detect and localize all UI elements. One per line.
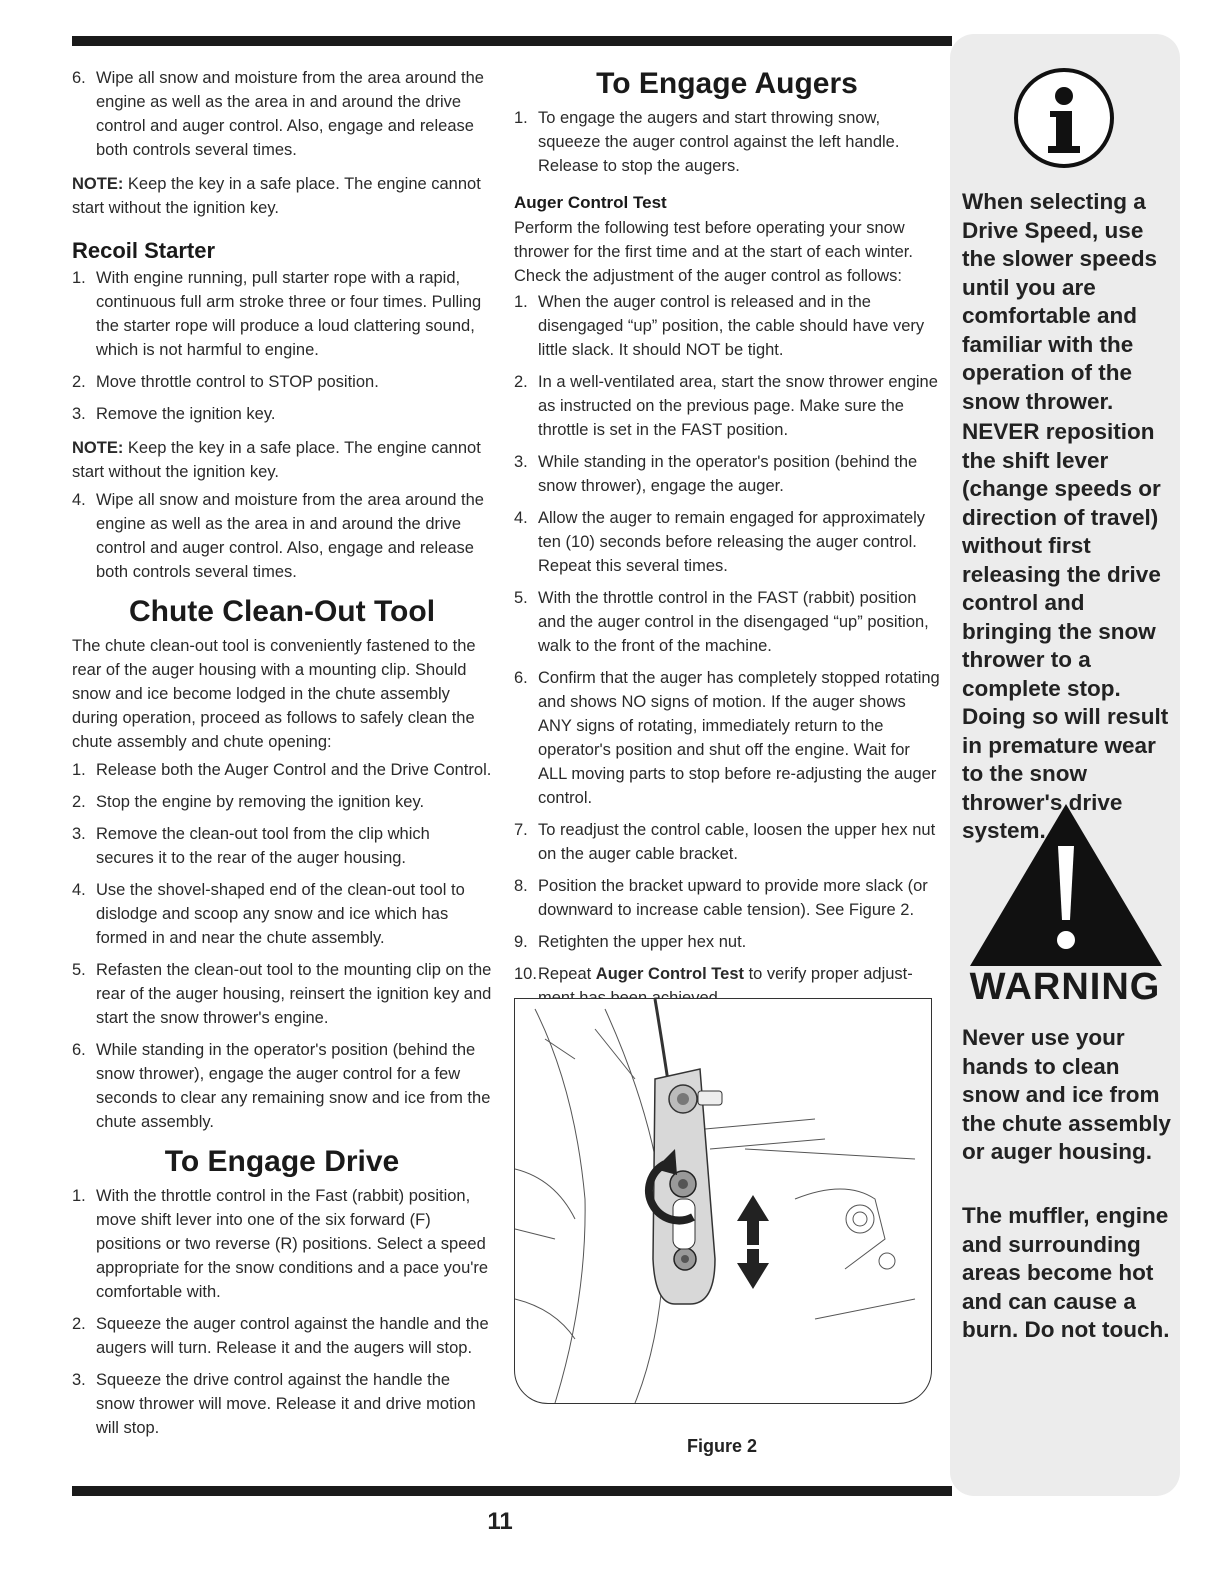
list-text: Move throttle control to STOP position.: [96, 373, 379, 391]
note: [72, 172, 492, 220]
engage-drive-heading: To Engage Drive: [164, 1145, 400, 1178]
figure-2-illustration: [514, 998, 932, 1404]
auger-cable-bracket-illustration: [515, 999, 931, 1403]
list-item: [72, 402, 492, 426]
list-item: [72, 822, 492, 870]
list-text: In a well-ventilated area, start the snow thrower engine as instructed on the previous page. Make sure the throttle is set in the FAST position.: [538, 373, 938, 439]
list-number: 4.: [514, 509, 528, 527]
list-number: 6.: [72, 69, 86, 87]
list-text: Repeat: [538, 965, 596, 983]
list-text: Confirm that the auger has completely stopped rotating and shows NO signs of motion. If the auger shows ANY signs of rotating, immediately return to the operator's position and shut off the engine. Wait for ALL moving parts to stop before re-adjusting the auger control.: [538, 669, 940, 807]
chute-tool-heading: Chute Clean-Out Tool: [128, 595, 436, 628]
list-number: 3.: [72, 825, 86, 843]
list-text: Squeeze the auger control against the handle and the augers will turn. Release it and the augers will stop.: [96, 1315, 489, 1357]
auger-test-list: [514, 290, 940, 1010]
sidebar-drive-speed-tip: When selecting a Drive Speed, use the slower speeds until you are comfortable and familiar with the operation of the snow thrower.: [962, 189, 1158, 414]
list-item: [72, 758, 492, 782]
chute-intro: The chute clean-out tool is conveniently fastened to the rear of the auger housing with a mounting clip. Should snow and ice become lodged in the chute assembly during operation, proceed as follows to safely clean the chute assembly and chute opening:: [72, 637, 476, 751]
recoil-list-cont: [72, 488, 492, 584]
engage-augers-heading: To Engage Augers: [596, 67, 858, 100]
list-number: 5.: [72, 961, 86, 979]
list-item: [72, 488, 492, 584]
sidebar-hands-warning: Never use your hands to clean snow and ice from the chute assembly or auger housing.: [962, 1025, 1171, 1164]
list-item: [514, 586, 940, 658]
list-item: [514, 930, 940, 954]
list-text: With the throttle control in the FAST (rabbit) position and the auger control in the disengaged “up” position, walk to the front of the machine.: [538, 589, 929, 655]
list-number: 2.: [514, 373, 528, 391]
list-number: 2.: [72, 1315, 86, 1333]
list-item: [72, 266, 492, 362]
list-number: 6.: [72, 1041, 86, 1059]
list-text: Release both the Auger Control and the Drive Control.: [96, 761, 492, 779]
list-text: Use the shovel-shaped end of the clean-out tool to dislodge and scoop any snow and ice which has formed in and near the chute assembly.: [96, 881, 465, 947]
list-item: [72, 1312, 492, 1360]
auger-test-intro: Perform the following test before operating your snow thrower for the first time and at the start of each winter. Check the adjustment of the auger control as follows:: [514, 219, 913, 285]
list-number: 4.: [72, 491, 86, 509]
list-number: 9.: [514, 933, 528, 951]
list-text: Position the bracket upward to provide more slack (or downward to increase cable tension). See Figure 2.: [538, 877, 928, 919]
list-text: When the auger control is released and in the disengaged “up” position, the cable should have very little slack. It should NOT be tight.: [538, 293, 925, 359]
list-number: 8.: [514, 877, 528, 895]
list-text: To readjust the control cable, loosen the upper hex nut on the auger cable bracket.: [538, 821, 936, 863]
list-number: 1.: [514, 109, 528, 127]
list-number: 1.: [72, 761, 86, 779]
info-icon: [1012, 66, 1116, 170]
list-item: [72, 1184, 492, 1304]
augers-list: [514, 106, 940, 178]
list-item: [72, 370, 492, 394]
figure-caption: Figure 2: [686, 1436, 757, 1456]
note-text: Keep the key in a safe place. The engine cannot start without the ignition key.: [72, 439, 481, 481]
warning-triangle-icon: [966, 800, 1166, 970]
list-text: Squeeze the drive control against the handle the snow thrower will move. Release it and drive motion will stop.: [96, 1371, 476, 1437]
recoil-starter-heading: Recoil Starter: [72, 238, 216, 263]
list-item: [72, 66, 492, 162]
top-rule: [72, 36, 952, 46]
list-item: [514, 370, 940, 442]
list-text: Wipe all snow and moisture from the area around the engine as well as the area in and around the drive control and auger control. Also, engage and release both controls several times.: [96, 491, 484, 581]
list-number: 4.: [72, 881, 86, 899]
sidebar-hot-muffler-warning: The muffler, engine and surrounding areas become hot and can cause a burn. Do not touch.: [962, 1203, 1170, 1342]
drive-list: [72, 1184, 492, 1440]
note-label: NOTE:: [72, 175, 124, 193]
list-item: [72, 1038, 492, 1134]
list-item: [514, 874, 940, 922]
page-number: 11: [487, 1508, 513, 1535]
list-number: 3.: [514, 453, 528, 471]
list-text: Retighten the upper hex nut.: [538, 933, 747, 951]
warning-label: WARNING: [969, 966, 1161, 1008]
list-number: 1.: [72, 1187, 86, 1205]
recoil-list: [72, 266, 492, 426]
list-number: 3.: [72, 1371, 86, 1389]
list-text-bold: Auger Control Test: [595, 965, 744, 983]
list-text: With the throttle control in the Fast (rabbit) position, move shift lever into one of the six forward (F) positions or two reverse (R) positions. Select a speed appropriate for the snow conditions and a pace you're comfortable with.: [96, 1187, 489, 1301]
list-number: 1.: [514, 293, 528, 311]
list-text: Stop the engine by removing the ignition key.: [96, 793, 425, 811]
sidebar-shift-lever-caution: NEVER reposition the shift lever (change speeds or direction of travel) without first releasing the drive control and bringing the snow thrower to a complete stop. Doing so will result in premature wear to the snow thrower's drive system.: [962, 419, 1169, 843]
list-item: [514, 506, 940, 578]
auger-test-heading: Auger Control Test: [514, 193, 667, 212]
chute-list: [72, 758, 492, 1134]
note-text: Keep the key in a safe place. The engine cannot start without the ignition key.: [72, 175, 481, 217]
list-number: 2.: [72, 793, 86, 811]
list-text: Remove the clean-out tool from the clip which secures it to the rear of the auger housing.: [96, 825, 430, 867]
list-item: [72, 958, 492, 1030]
list-text: Allow the auger to remain engaged for approximately ten (10) seconds before releasing the auger control. Repeat this several times.: [538, 509, 926, 575]
list-item: [514, 106, 940, 178]
list-number: 7.: [514, 821, 528, 839]
continued-list: [72, 66, 492, 162]
middle-column: [514, 66, 940, 1020]
list-text: To engage the augers and start throwing snow, squeeze the auger control against the left handle. Release to stop the augers.: [538, 109, 900, 175]
list-text: Wipe all snow and moisture from the area around the engine as well as the area in and around the drive control and auger control. Also, engage and release both controls several times.: [96, 69, 484, 159]
list-text: Remove the ignition key.: [96, 405, 276, 423]
list-number: 1.: [72, 269, 86, 287]
list-number: 10.: [514, 965, 537, 983]
list-number: 6.: [514, 669, 528, 687]
list-text: With engine running, pull starter rope with a rapid, continuous full arm stroke three or four times. Pulling the starter rope will produce a loud clattering sound, which is not harmful to engine.: [96, 269, 482, 359]
list-text: While standing in the operator's position (behind the snow thrower), engage the auger.: [538, 453, 918, 495]
note-label: NOTE:: [72, 439, 124, 457]
note: [72, 436, 492, 484]
left-column: [72, 66, 492, 1450]
list-item: [72, 878, 492, 950]
list-item: [72, 1368, 492, 1440]
list-item: [514, 818, 940, 866]
list-text: While standing in the operator's position (behind the snow thrower), engage the auger control for a few seconds to clear any remaining snow and ice from the chute assembly.: [96, 1041, 491, 1131]
list-number: 5.: [514, 589, 528, 607]
list-number: 2.: [72, 373, 86, 391]
bottom-rule: [72, 1486, 952, 1496]
list-text: to verify proper adjust-: [748, 965, 913, 983]
list-item: [514, 290, 940, 362]
list-item: [72, 790, 492, 814]
list-number: 3.: [72, 405, 86, 423]
list-item: [514, 666, 940, 810]
list-item: [514, 450, 940, 498]
list-text: Refasten the clean-out tool to the mounting clip on the rear of the auger housing, reinsert the ignition key and start the snow thrower's engine.: [96, 961, 492, 1027]
